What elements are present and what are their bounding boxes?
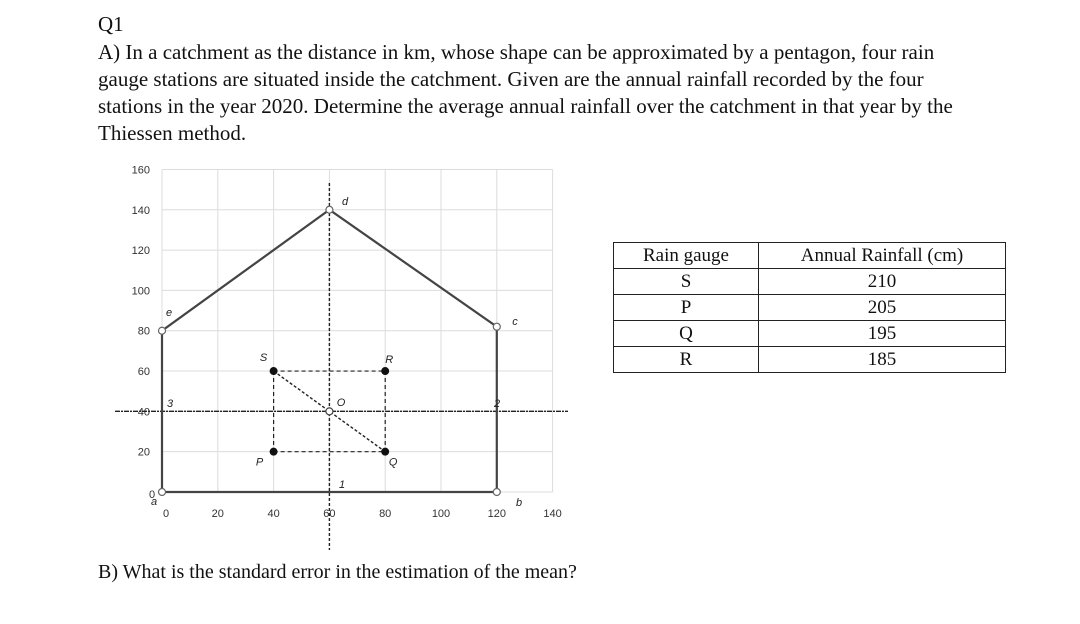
station-s-point bbox=[270, 367, 278, 375]
y-tick-label: 140 bbox=[131, 204, 150, 217]
gauge-cell: P bbox=[614, 295, 759, 321]
gauge-cell: Q bbox=[614, 321, 759, 347]
line-2-label: 2 bbox=[493, 398, 501, 410]
gauge-cell: S bbox=[614, 269, 759, 295]
y-tick-label: 160 bbox=[131, 164, 150, 177]
table-row bbox=[614, 269, 1006, 295]
x-tick-label: 40 bbox=[267, 508, 280, 520]
x-tick-label: 120 bbox=[487, 508, 506, 520]
corner-b-label: b bbox=[515, 497, 523, 509]
rainfall-cell: 205 bbox=[759, 295, 1006, 321]
station-q-point bbox=[381, 448, 389, 456]
station-r-point bbox=[381, 367, 389, 375]
corner-vertex bbox=[493, 323, 500, 330]
y-tick-label: 120 bbox=[131, 245, 150, 258]
corner-vertex bbox=[159, 489, 166, 496]
corner-a-label: a bbox=[150, 496, 158, 508]
x-tick-label: 140 bbox=[543, 508, 562, 520]
rainfall-cell: 185 bbox=[759, 347, 1006, 373]
header-rain-gauge: Rain gauge bbox=[614, 243, 759, 269]
gauge-cell: R bbox=[614, 347, 759, 373]
question-part-a: A) In a catchment as the distance in km, whose shape can be approximated by a pentagon, four rain gauge stations are situated inside the catchment. Given are the annual rainfall recorded by the four stations in the year 2020. Determine the average annual rainfall over the catchment in that year by the Thiessen method. bbox=[98, 40, 953, 145]
header-annual-rainfall: Annual Rainfall (cm) bbox=[759, 243, 1006, 269]
question-part-b: B) What is the standard error in the estimation of the mean? bbox=[98, 561, 577, 583]
center-point-o bbox=[326, 408, 333, 415]
y-tick-label: 80 bbox=[137, 325, 150, 338]
x-tick-label: 80 bbox=[379, 508, 392, 520]
station-s-label: S bbox=[259, 352, 268, 365]
station-q-label: Q bbox=[388, 456, 398, 469]
corner-vertex bbox=[159, 327, 166, 334]
y-tick-label: 20 bbox=[137, 446, 150, 459]
station-p-point bbox=[270, 448, 278, 456]
figure-labels bbox=[148, 196, 523, 509]
x-tick-label: 0 bbox=[162, 508, 170, 520]
x-tick-label: 20 bbox=[211, 508, 224, 520]
table-header-row bbox=[614, 243, 1006, 269]
table-row bbox=[614, 295, 1006, 321]
line-3-label: 3 bbox=[166, 398, 174, 410]
y-tick-label: 100 bbox=[131, 285, 150, 298]
line-1-label: 1 bbox=[338, 479, 346, 491]
figure-grid bbox=[162, 169, 553, 492]
y-tick-label: 0 bbox=[148, 489, 156, 501]
table-row bbox=[614, 321, 1006, 347]
y-tick-label: 60 bbox=[137, 366, 150, 379]
rainfall-cell: 195 bbox=[759, 321, 1006, 347]
corner-c-label: c bbox=[512, 316, 518, 328]
point-o-label: O bbox=[336, 397, 346, 409]
station-p-label: P bbox=[255, 456, 264, 469]
corner-e-label: e bbox=[165, 307, 173, 319]
corner-vertex bbox=[493, 489, 500, 496]
x-tick-label: 60 bbox=[323, 508, 336, 520]
table-row bbox=[614, 347, 1006, 373]
station-r-label: R bbox=[385, 354, 394, 367]
rainfall-cell: 210 bbox=[759, 269, 1006, 295]
question-number: Q1 bbox=[98, 12, 124, 36]
x-tick-label: 100 bbox=[431, 508, 451, 520]
corner-d-label: d bbox=[341, 196, 349, 208]
corner-vertex bbox=[326, 206, 333, 213]
y-tick-label: 40 bbox=[137, 406, 150, 419]
rainfall-table bbox=[613, 242, 1006, 373]
thiessen-lines bbox=[115, 183, 568, 550]
